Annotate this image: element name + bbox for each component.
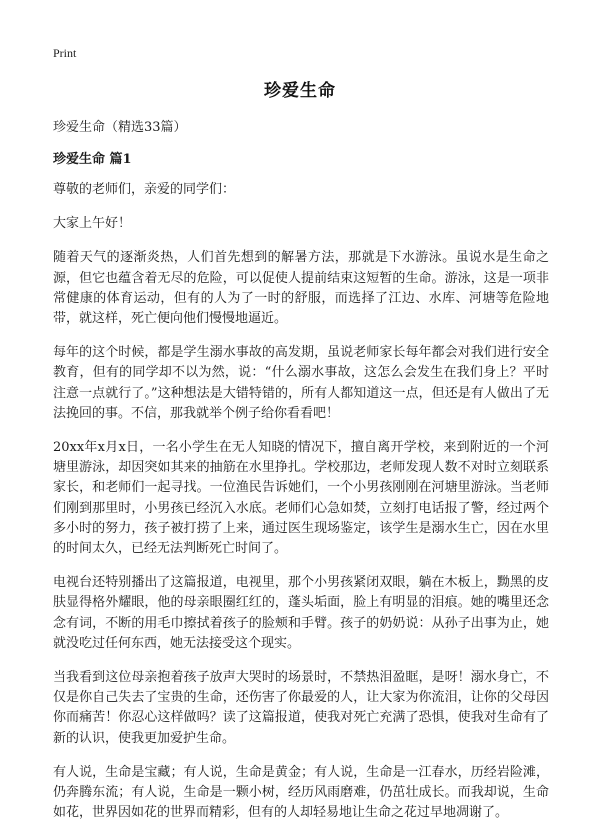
print-link[interactable]: Print [53, 46, 77, 60]
paragraph-salutation: 大家上午好！ [53, 216, 132, 232]
article-subtitle: 珍爱生命（精选33篇） [53, 120, 187, 135]
paragraph: 每年的这个时候，都是学生溺水事故的高发期，虽说老师家长每年都会对我们进行安全教育，但有的同学却不以为然，说：“什么溺水事故，这怎么会发生在我们身上？平时注意一点就行了。”这种想法是大错特错的，所有人都知道这一点，但还是有人做出了无法挽回的事。不信，那我就举个例子给你看看吧！ [53, 345, 549, 421]
article-body [53, 118, 549, 837]
page-title: 珍爱生命 [264, 81, 336, 101]
paragraph-greeting: 尊敬的老师们，亲爱的同学们： [53, 182, 236, 197]
paragraph: 当我看到这位母亲抱着孩子放声大哭时的场景时，不禁热泪盈眶，是呀！溺水身亡，不仅是你自己失去了宝贵的生命，还伤害了你最爱的人，让大家为你流泪，让你的父母因你而痛苦！你忍心这样做吗？读了这篇报道，使我对死亡充满了恐惧，使我对生命有了新的认识，使我更加爱护生命。 [53, 670, 549, 746]
paragraph: 电视台还特别播出了这篇报道，电视里，那个小男孩紧闭双眼，躺在木板上，黝黑的皮肤显得格外耀眼，他的母亲眼圈红红的，蓬头垢面，脸上有明显的泪痕。她的嘴里还念念有词，不断的用毛巾擦拭着孩子的脸颊和手臂。孩子的奶奶说：从孙子出事为止，她就没吃过任何东西，她无法接受这个现实。 [53, 575, 549, 651]
paragraph: 有人说，生命是宝藏；有人说，生命是黄金；有人说，生命是一江春水，历经岩险滩，仍奔腾东流；有人说，生命是一颗小树，经历风雨磨难，仍茁壮成长。而我却说，生命如花，世界因如花的世界而精彩，但有的人却轻易地让生命之花过早地凋谢了。 [53, 764, 549, 821]
paragraph: 20xx年x月x日，一名小学生在无人知晓的情况下，擅自离开学校，来到附近的一个河塘里游泳，却因突如其来的抽筋在水里挣扎。学校那边，老师发现人数不对时立刻联系家长，和老师们一起寻找。一位渔民告诉她们，一个小男孩刚刚在河塘里游泳。当老师们刚到那里时，小男孩已经沉入水底。老师们心急如焚，立刻打电话报了警，经过两个多小时的努力，孩子被打捞了上来，通过医生现场鉴定，该学生是溺水生亡，因在水里的时间太久，已经无法判断死亡时间了。 [53, 440, 549, 557]
section-heading: 珍爱生命 篇1 [53, 152, 132, 167]
paragraph: 随着天气的逐渐炎热，人们首先想到的解暑方法，那就是下水游泳。虽说水是生命之源，但它也蕴含着无尽的危险，可以促使人提前结束这短暂的生命。游泳，这是一项非常健康的体育运动，但有的人为了一时的舒服，而选择了江边、水库、河塘等危险地带，就这样，死亡便向他们慢慢地逼近。 [53, 250, 549, 327]
